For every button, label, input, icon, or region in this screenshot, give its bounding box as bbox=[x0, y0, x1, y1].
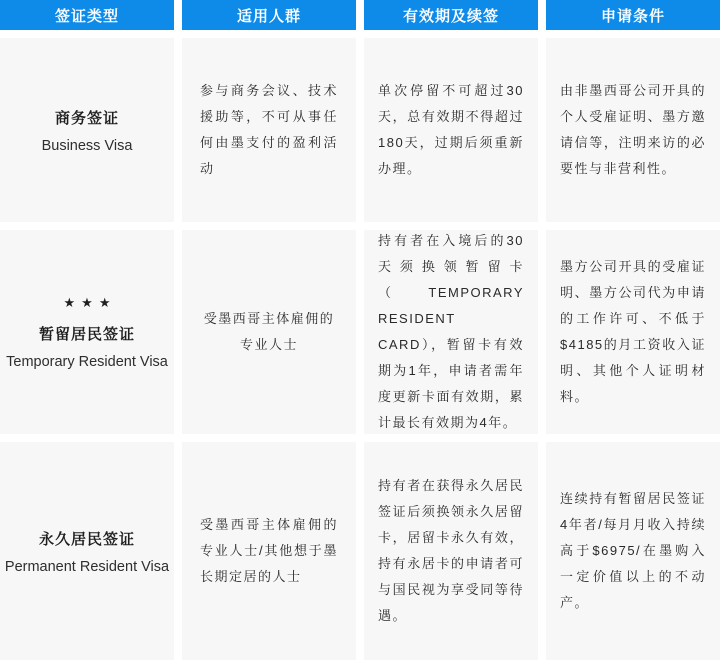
business-visa-name-en: Business Visa bbox=[41, 137, 133, 154]
cell-business-visa-validity bbox=[364, 38, 538, 222]
business-visa-requirements-text: 由非墨西哥公司开具的个人受雇证明、墨方邀请信等，注明来访的必要性与非营利性。 bbox=[560, 83, 706, 176]
header-requirements bbox=[546, 0, 720, 30]
permanent-visa-requirements-text: 连续持有暂留居民签证4年者/每月月收入持续高于$6975/在墨购入一定价值以上的不动产。 bbox=[560, 491, 706, 610]
header-audience bbox=[182, 0, 356, 30]
header-requirements-label: 申请条件 bbox=[600, 7, 665, 25]
cell-business-visa-requirements bbox=[546, 38, 720, 222]
permanent-visa-validity-text: 持有者在获得永久居民签证后须换领永久居留卡，居留卡永久有效，持有永居卡的申请者可与国民视为享受同等待遇。 bbox=[378, 478, 524, 623]
cell-business-visa-type bbox=[0, 38, 174, 222]
cell-business-visa-audience bbox=[182, 38, 356, 222]
cell-temporary-visa-type bbox=[0, 230, 174, 434]
business-visa-validity-text: 单次停留不可超过30天，总有效期不得超过180天，过期后须重新办理。 bbox=[378, 83, 524, 176]
permanent-visa-name-cn: 永久居民签证 bbox=[38, 530, 135, 548]
permanent-visa-name-en: Permanent Resident Visa bbox=[4, 558, 170, 575]
header-visa-type bbox=[0, 0, 174, 30]
temporary-visa-audience-text: 受墨西哥主体雇佣的专业人士 bbox=[203, 311, 335, 352]
cell-temporary-visa-requirements bbox=[546, 230, 720, 434]
cell-temporary-visa-validity bbox=[364, 230, 538, 434]
temporary-visa-name-en: Temporary Resident Visa bbox=[6, 353, 168, 370]
header-validity bbox=[364, 0, 538, 30]
business-visa-name-cn: 商务签证 bbox=[54, 109, 119, 127]
three-stars-icon: ★★★ bbox=[63, 294, 117, 310]
cell-temporary-visa-audience bbox=[182, 230, 356, 434]
cell-permanent-visa-validity bbox=[364, 442, 538, 660]
temporary-visa-name-cn: 暂留居民签证 bbox=[38, 325, 135, 343]
header-validity-label: 有效期及续签 bbox=[402, 7, 499, 25]
header-audience-label: 适用人群 bbox=[236, 7, 301, 25]
temporary-visa-requirements-text: 墨方公司开具的受雇证明、墨方公司代为申请的工作许可、不低于$4185的月工资收入证明、其他个人证明材料。 bbox=[560, 259, 706, 404]
permanent-visa-audience-text: 受墨西哥主体雇佣的专业人士/其他想于墨长期定居的人士 bbox=[200, 517, 338, 584]
temporary-visa-validity-text: 持有者在入境后的30天须换领暂留卡（TEMPORARY RESIDENT CARD），暂留卡有效期为1年，申请者需年度更新卡面有效期，累计最长有效期为4年。 bbox=[378, 233, 524, 430]
cell-permanent-visa-type bbox=[0, 442, 174, 660]
header-visa-type-label: 签证类型 bbox=[54, 7, 119, 25]
business-visa-audience-text: 参与商务会议、技术援助等，不可从事任何由墨支付的盈利活动 bbox=[200, 83, 338, 176]
cell-permanent-visa-requirements bbox=[546, 442, 720, 660]
cell-permanent-visa-audience bbox=[182, 442, 356, 660]
